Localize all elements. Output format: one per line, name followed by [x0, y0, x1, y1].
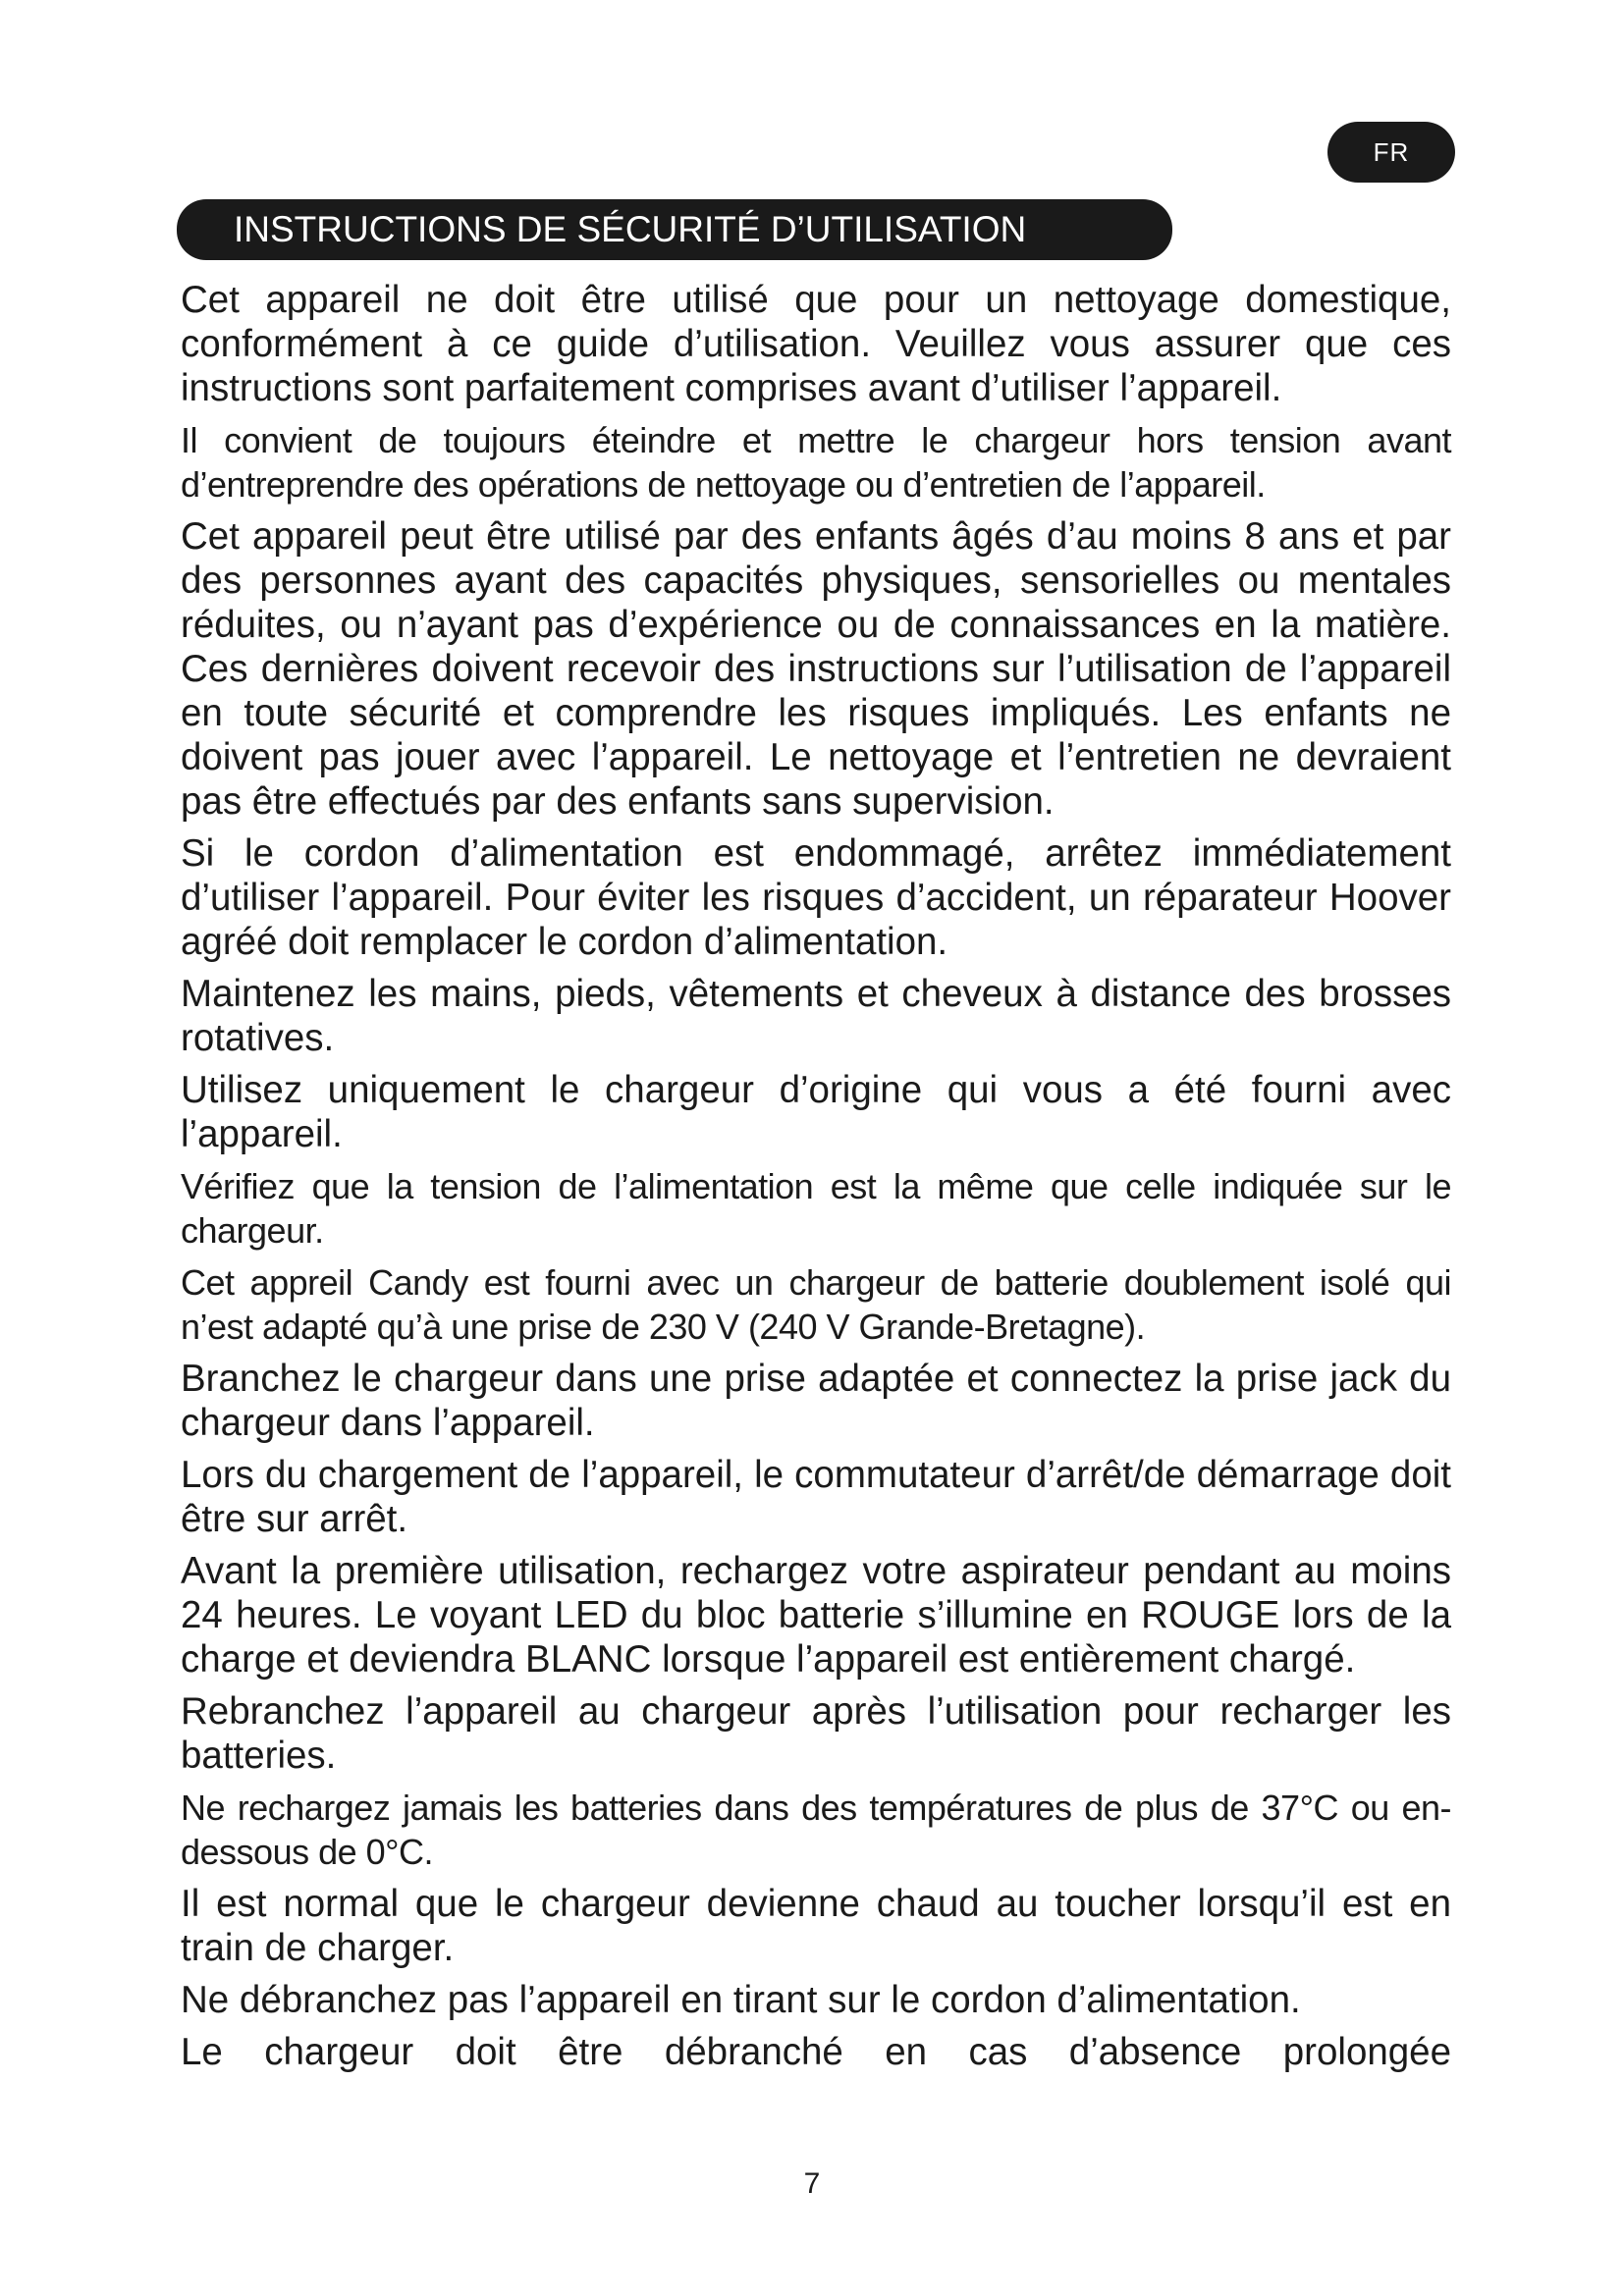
paragraph-first-use-charge: Avant la première utilisation, rechargez votre aspirateur pendant au moins 24 heures. Le voyant LED du bloc batterie s’illumine en ROUGE lors de la charge et deviendra BLANC lorsque l’appareil est entièrement chargé.: [181, 1550, 1451, 1681]
paragraph-temperature: Ne rechargez jamais les batteries dans des températures de plus de 37°C ou en-dessous de 0°C.: [181, 1788, 1451, 1872]
paragraph-plug-charger: Branchez le chargeur dans une prise adaptée et connectez la prise jack du chargeur dans l’appareil.: [181, 1358, 1451, 1444]
paragraph-original-charger: Utilisez uniquement le chargeur d’origine qui vous a été fourni avec l’appareil.: [181, 1069, 1451, 1155]
page-number: 7: [803, 2167, 821, 2200]
paragraph-switch-off-charging: Lors du chargement de l’appareil, le commutateur d’arrêt/de démarrage doit être sur arrêt.: [181, 1454, 1451, 1540]
paragraph-domestic-use: Cet appareil ne doit être utilisé que pour un nettoyage domestique, conformément à ce guide d’utilisation. Veuillez vous assurer que ces instructions sont parfaitement comprises avant d’utiliser l’appareil.: [181, 279, 1451, 409]
paragraph-rotating-brushes: Maintenez les mains, pieds, vêtements et cheveux à distance des brosses rotatives.: [181, 973, 1451, 1059]
safety-instructions-body: [181, 278, 1451, 2082]
paragraph-recharge-after-use: Rebranchez l’appareil au chargeur après l’utilisation pour recharger les batteries.: [181, 1690, 1451, 1777]
paragraph-unplug-absence: Le chargeur doit être débranché en cas d’absence prolongée: [181, 2031, 1451, 2073]
paragraph-do-not-pull-cord: Ne débranchez pas l’appareil en tirant sur le cordon d’alimentation.: [181, 1979, 1301, 2021]
paragraph-switch-off: Il convient de toujours éteindre et mettre le chargeur hors tension avant d’entreprendre des opérations de nettoyage ou d’entretien de l’appareil.: [181, 420, 1451, 505]
section-title: INSTRUCTIONS DE SÉCURITÉ D’UTILISATION: [177, 199, 1172, 260]
language-badge: FR: [1327, 122, 1455, 183]
paragraph-children: Cet appareil peut être utilisé par des enfants âgés d’au moins 8 ans et par des personnes ayant des capacités physiques, sensorielles ou mentales réduites, ou n’ayant pas d’expérience ou de connaissances en la matière. Ces dernières doivent recevoir des instructions sur l’utilisation de l’appareil en toute sécurité et comprendre les risques impliqués. Les enfants ne doivent pas jouer avec l’appareil. Le nettoyage et l’entretien ne devraient pas être effectués par des enfants sans supervision.: [181, 515, 1451, 823]
paragraph-voltage-check: Vérifiez que la tension de l’alimentation est la même que celle indiquée sur le chargeur.: [181, 1166, 1451, 1251]
paragraph-charger-230v: Cet appreil Candy est fourni avec un chargeur de batterie doublement isolé qui n’est adapté qu’à une prise de 230 V (240 V Grande-Bretagne).: [181, 1262, 1451, 1347]
paragraph-power-cord: Si le cordon d’alimentation est endommagé, arrêtez immédiatement d’utiliser l’appareil. Pour éviter les risques d’accident, un réparateur Hoover agréé doit remplacer le cordon d’alimentation.: [181, 832, 1451, 963]
paragraph-charger-warm: Il est normal que le chargeur devienne chaud au toucher lorsqu’il est en train de charger.: [181, 1883, 1451, 1969]
